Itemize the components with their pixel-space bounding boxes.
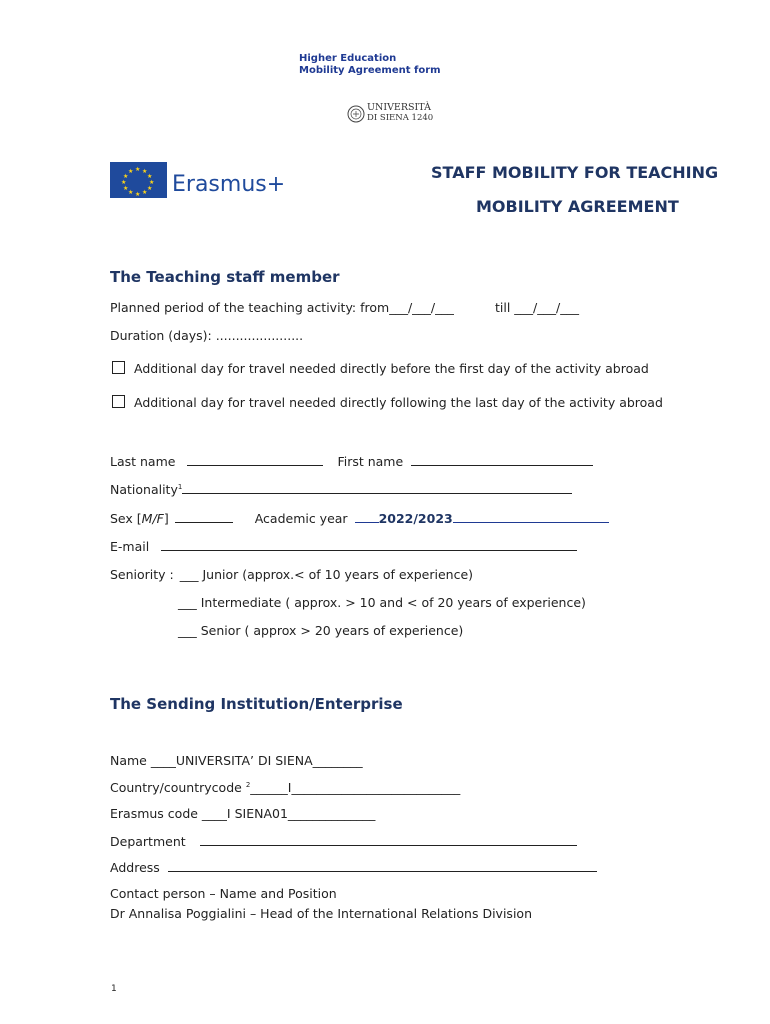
checkbox-row-before [112,361,649,376]
last-name-row [110,453,593,469]
department-label: Department [110,834,186,849]
sex-options: M/F [141,511,164,526]
duration-field[interactable]: Duration (days): ...................... [110,328,304,343]
email-label: E-mail [110,539,150,554]
planned-period-field[interactable]: Planned period of the teaching activity: from___/___/___ [110,300,454,315]
sending-institution-heading: The Sending Institution/Enterprise [110,695,403,713]
address-row [110,859,597,875]
page-title-line-2: MOBILITY AGREEMENT [476,197,679,216]
contact-person-label: Contact person – Name and Position [110,886,337,901]
seniority-senior-option[interactable]: ___ Senior ( approx > 20 years of experience) [178,623,464,638]
institution-name-field[interactable]: Name ____UNIVERSITA’ DI SIENA________ [110,753,363,768]
checkbox-day-after-label: Additional day for travel needed directly following the last day of the activity abroad [134,395,663,410]
eu-flag-icon: ★ ★ ★ ★ ★ ★ ★ ★ ★ ★ ★ ★ [110,162,167,198]
nationality-label: Nationality [110,482,178,497]
seniority-row-junior [110,567,473,582]
first-name-input[interactable] [411,453,593,466]
last-name-label: Last name [110,454,176,469]
department-input[interactable] [200,833,577,846]
seniority-junior-option[interactable]: ___ Junior (approx.< of 10 years of experience) [179,567,474,582]
country-input[interactable]: ______I___________________________ [250,780,461,795]
checkbox-day-before[interactable] [112,361,125,374]
seniority-label: Seniority : [110,567,174,582]
page-number: 1 [111,984,117,994]
sex-row [110,510,609,526]
nationality-row [110,481,572,497]
erasmus-code-field[interactable]: Erasmus code ____I SIENA01______________ [110,806,376,821]
university-name-line-2: DI SIENA 1240 [367,113,434,123]
page-title-line-1: STAFF MOBILITY FOR TEACHING [431,163,719,182]
header-line-1: Higher Education [299,53,397,64]
seniority-intermediate-option[interactable]: ___ Intermediate ( approx. > 10 and < of 20 years of experience) [178,595,586,610]
country-row [110,780,460,795]
form-header [299,53,441,77]
till-field[interactable]: till ___/___/___ [495,300,579,315]
nationality-input[interactable] [182,481,572,494]
checkbox-day-before-label: Additional day for travel needed directly before the first day of the activity abroad [134,361,649,376]
footnote-2-marker: 2 [245,780,251,789]
university-seal-icon [347,103,365,125]
contact-person-value: Dr Annalisa Poggialini – Head of the International Relations Division [110,906,532,921]
academic-year-label: Academic year [254,511,348,526]
sex-prefix: Sex [ [110,511,142,526]
teaching-staff-heading: The Teaching staff member [110,268,340,286]
checkbox-row-after [112,395,663,410]
first-name-label: First name [337,454,404,469]
address-label: Address [110,860,160,875]
department-row [110,833,577,849]
sex-suffix: ] [163,511,169,526]
university-name-line-1: UNIVERSITÀ [367,102,431,113]
footnote-1-marker: 1 [177,482,183,491]
erasmus-logo-text: Erasmus+ [172,172,286,197]
email-input[interactable] [161,538,577,551]
checkbox-day-after[interactable] [112,395,125,408]
header-line-2: Mobility Agreement form [299,65,441,76]
address-input[interactable] [168,859,597,872]
country-label: Country/countrycode [110,780,242,795]
academic-year-line-post [453,510,609,523]
sex-input[interactable] [175,510,233,523]
last-name-input[interactable] [187,453,323,466]
academic-year-value[interactable]: 2022/2023 [378,511,453,526]
academic-year-line-pre [355,510,379,523]
email-row [110,538,577,554]
